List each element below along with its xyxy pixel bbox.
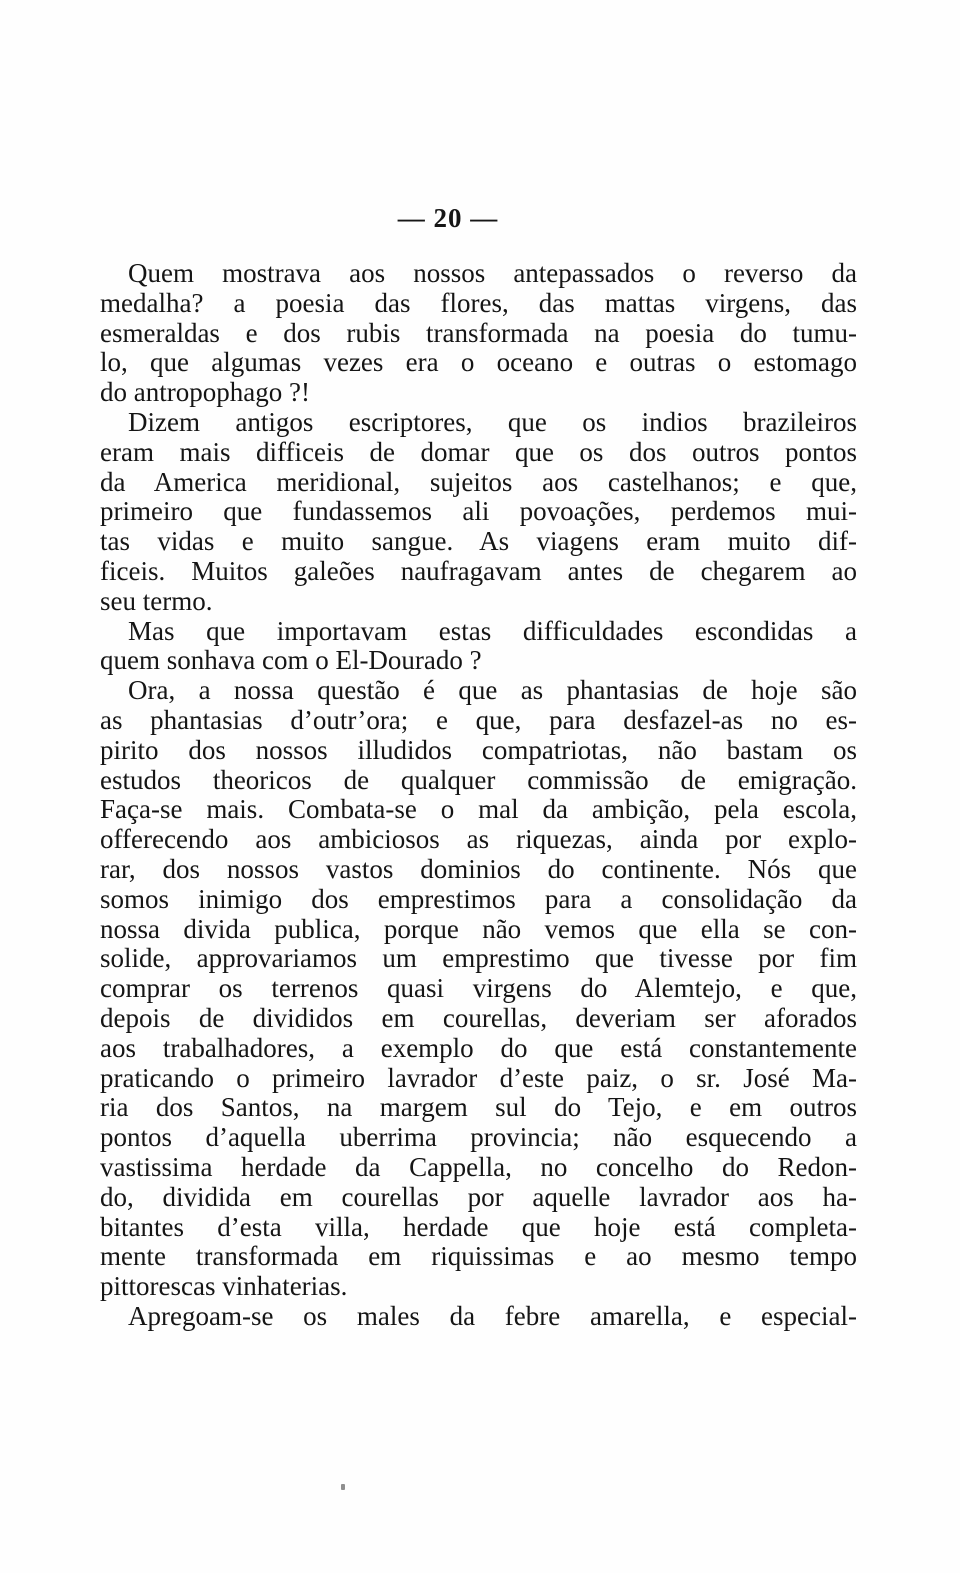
text-line: seu termo. [100, 585, 213, 616]
text-line: esmeraldas e dos rubis transformada na poesia do tumu- [100, 317, 857, 348]
text-line: offerecendo aos ambiciosos as riquezas, ainda por explo- [100, 824, 857, 855]
text-line: Quem mostrava aos nossos antepassados o reverso da [128, 258, 857, 288]
text-line: solide, approvariamos um emprestimo que tivesse por fim [100, 943, 857, 974]
text-line: quem sonhava com o El-Dourado ? [100, 645, 482, 676]
text-line: da America meridional, sujeitos aos castelhanos; e que, [100, 466, 857, 497]
text-line: nossa divida publica, porque não vemos que ella se con- [100, 913, 857, 944]
text-line: Apregoam-se os males da febre amarella, e especial- [128, 1300, 857, 1331]
text-line: as phantasias d’outr’ora; e que, para desfazel-as no es- [100, 704, 857, 735]
text-line: bitantes d’esta villa, herdade que hoje está completa- [100, 1211, 857, 1242]
text-line: Dizem antigos escriptores, que os indios brazileiros [128, 406, 857, 437]
text-line: aos trabalhadores, a exemplo do que está constantemente [100, 1032, 857, 1063]
text-line: vastissima herdade da Cappella, no concelho do Redon- [100, 1151, 857, 1182]
text-line: ria dos Santos, na margem sul do Tejo, e em outros [100, 1092, 857, 1123]
text-line: pirito dos nossos illudidos compatriotas, não bastam os [100, 734, 857, 765]
text-line: tas vidas e muito sangue. As viagens eram muito dif- [100, 526, 857, 557]
text-line: primeiro que fundassemos ali povoações, perdemos mui- [100, 496, 857, 527]
text-line: ficeis. Muitos galeões naufragavam antes de chegarem ao [100, 555, 857, 586]
text-line: Faça-se mais. Combata-se o mal da ambição, pela escola, [100, 794, 857, 825]
text-line: comprar os terrenos quasi virgens do Alemtejo, e que, [100, 973, 857, 1004]
text-line: pittorescas vinhaterias. [100, 1271, 348, 1302]
text-line: praticando o primeiro lavrador d’este paiz, o sr. José Ma- [100, 1062, 857, 1093]
text-line: mente transformada em riquissimas e ao mesmo tempo [100, 1241, 857, 1272]
body-text-block [100, 259, 857, 1332]
text-line: depois de divididos em courellas, deveriam ser aforados [100, 1002, 857, 1033]
text-line: medalha? a poesia das flores, das mattas virgens, das [100, 287, 857, 318]
text-line: do antropophago ?! [100, 377, 310, 408]
text-line: Ora, a nossa questão é que as phantasias de hoje são [128, 675, 857, 706]
page-number: — 20 — [397, 203, 499, 233]
text-line: rar, dos nossos vastos dominios do continente. Nós que [100, 853, 857, 884]
stray-ink-mark [341, 1484, 345, 1490]
text-line: pontos d’aquella uberrima provincia; não esquecendo a [100, 1122, 857, 1153]
text-line: eram mais difficeis de domar que os dos outros pontos [100, 436, 857, 467]
text-line: somos inimigo dos emprestimos para a consolidação da [100, 883, 857, 914]
text-line: estudos theoricos de qualquer commissão de emigração. [100, 764, 857, 795]
text-line: lo, que algumas vezes era o oceano e outras o estomago [100, 347, 857, 378]
text-line: do, dividida em courellas por aquelle lavrador aos ha- [100, 1181, 857, 1212]
text-line: Mas que importavam estas difficuldades escondidas a [128, 615, 857, 646]
